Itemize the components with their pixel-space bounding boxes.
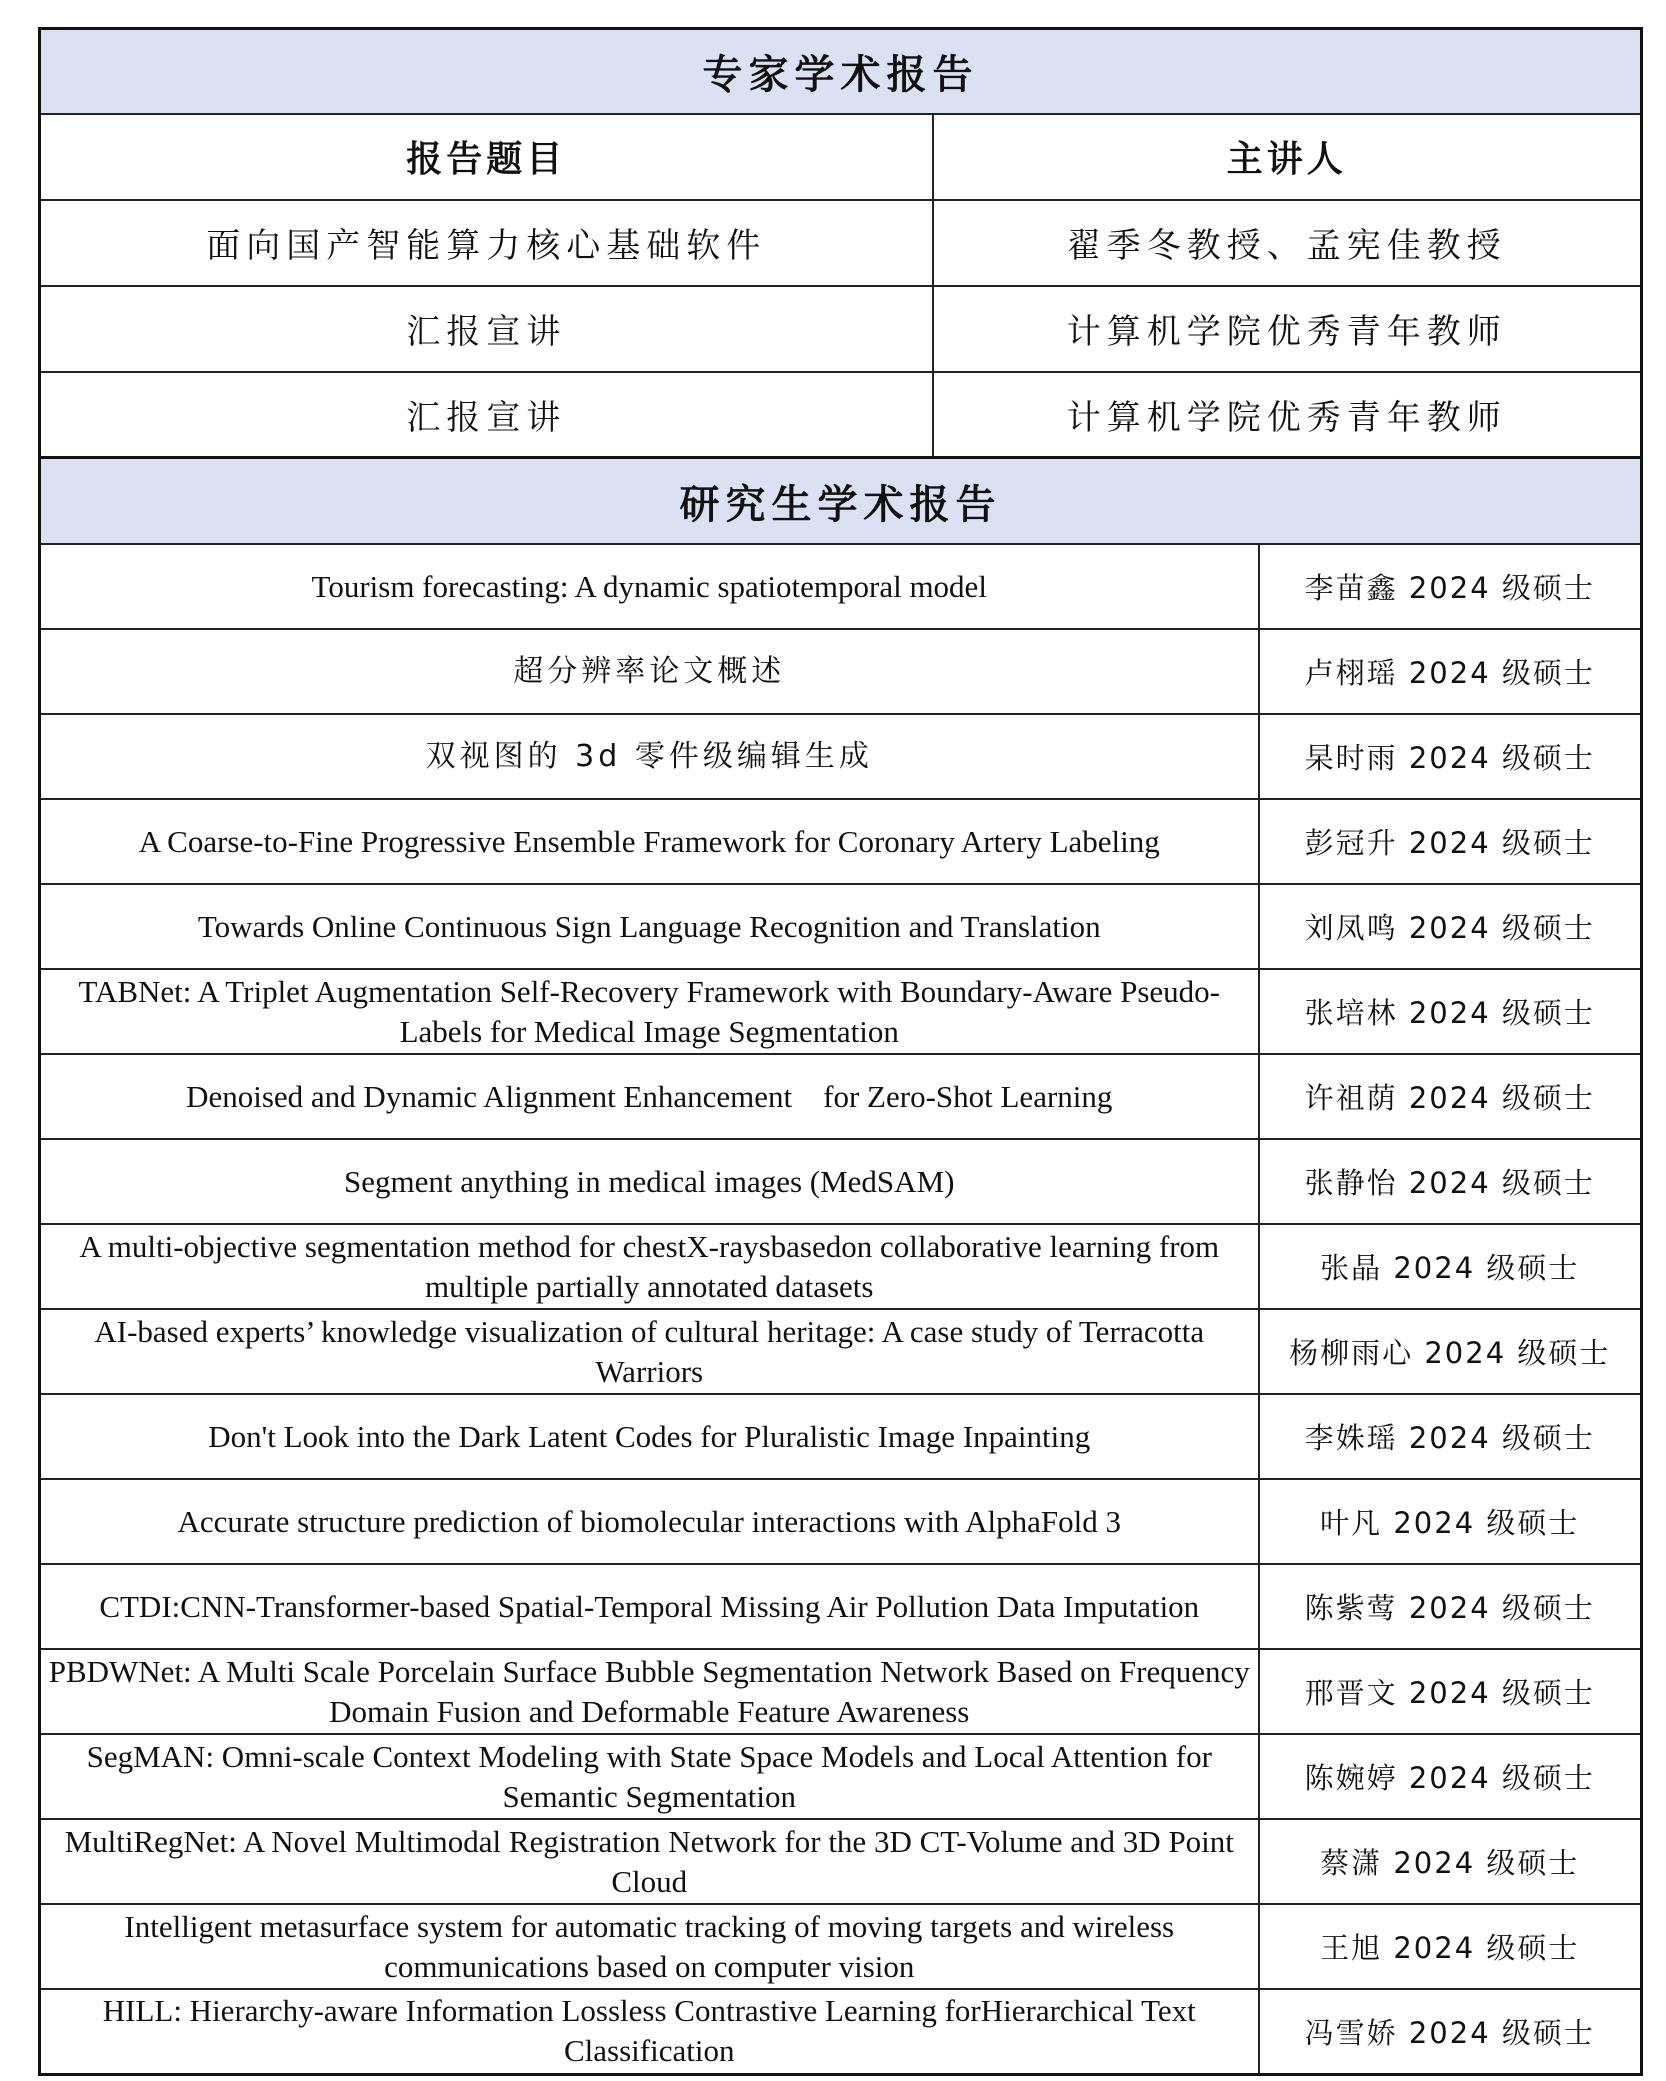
- speaker-cell: 张培林 2024 级硕士: [1259, 969, 1642, 1054]
- speaker-cell: 杲时雨 2024 级硕士: [1259, 714, 1642, 799]
- topic-cell: CTDI:CNN-Transformer-based Spatial-Temporal Missing Air Pollution Data Imputation: [40, 1564, 1259, 1649]
- table-row: [40, 544, 1642, 629]
- speaker-cell: 张静怡 2024 级硕士: [1259, 1139, 1642, 1224]
- topic-cell: Segment anything in medical images (MedSAM): [40, 1139, 1259, 1224]
- speaker-cell: 陈婉婷 2024 级硕士: [1259, 1734, 1642, 1819]
- speaker-cell: 张晶 2024 级硕士: [1259, 1224, 1642, 1309]
- topic-cell: 超分辨率论文概述: [40, 629, 1259, 714]
- table-row: [40, 969, 1642, 1054]
- speaker-cell: 邢晋文 2024 级硕士: [1259, 1649, 1642, 1734]
- graduate-rows: [40, 544, 1642, 2074]
- topic-cell: Intelligent metasurface system for automatic tracking of moving targets and wireless communications based on computer vision: [40, 1904, 1259, 1989]
- topic-cell: AI-based experts’ knowledge visualization of cultural heritage: A case study of Terracotta Warriors: [40, 1309, 1259, 1394]
- topic-cell: Denoised and Dynamic Alignment Enhancement for Zero-Shot Learning: [40, 1054, 1259, 1139]
- speaker-cell: 王旭 2024 级硕士: [1259, 1904, 1642, 1989]
- table-row: [40, 1224, 1642, 1309]
- topic-cell: 汇报宣讲: [40, 286, 933, 372]
- speaker-cell: 李姝瑶 2024 级硕士: [1259, 1394, 1642, 1479]
- topic-cell: MultiRegNet: A Novel Multimodal Registration Network for the 3D CT-Volume and 3D Point Cloud: [40, 1819, 1259, 1904]
- table-row: [40, 1139, 1642, 1224]
- speaker-cell: 李苗鑫 2024 级硕士: [1259, 544, 1642, 629]
- speaker-cell: 叶凡 2024 级硕士: [1259, 1479, 1642, 1564]
- graduate-section-title: 研究生学术报告: [40, 459, 1642, 544]
- speaker-cell: 蔡潇 2024 级硕士: [1259, 1819, 1642, 1904]
- topic-cell: Accurate structure prediction of biomolecular interactions with AlphaFold 3: [40, 1479, 1259, 1564]
- schedule-document: [38, 27, 1640, 2076]
- table-row: [40, 372, 1642, 458]
- speaker-cell: 刘凤鸣 2024 级硕士: [1259, 884, 1642, 969]
- table-row: [40, 1564, 1642, 1649]
- topic-cell: A Coarse-to-Fine Progressive Ensemble Framework for Coronary Artery Labeling: [40, 799, 1259, 884]
- topic-cell: TABNet: A Triplet Augmentation Self-Recovery Framework with Boundary-Aware Pseudo-Labels for Medical Image Segmentation: [40, 969, 1259, 1054]
- topic-cell: 面向国产智能算力核心基础软件: [40, 200, 933, 286]
- table-row: [40, 714, 1642, 799]
- table-row: [40, 200, 1642, 286]
- speaker-cell: 许祖荫 2024 级硕士: [1259, 1054, 1642, 1139]
- table-row: [40, 884, 1642, 969]
- column-header-speaker: 主讲人: [933, 114, 1642, 200]
- graduate-table: [38, 459, 1643, 2076]
- table-row: [40, 1394, 1642, 1479]
- table-row: [40, 1819, 1642, 1904]
- table-row: [40, 1479, 1642, 1564]
- graduate-section-header: [40, 459, 1642, 544]
- table-row: [40, 799, 1642, 884]
- speaker-cell: 陈紫莺 2024 级硕士: [1259, 1564, 1642, 1649]
- table-row: [40, 286, 1642, 372]
- topic-cell: SegMAN: Omni-scale Context Modeling with State Space Models and Local Attention for Semantic Segmentation: [40, 1734, 1259, 1819]
- column-header-topic: 报告题目: [40, 114, 933, 200]
- speaker-cell: 卢栩瑶 2024 级硕士: [1259, 629, 1642, 714]
- speaker-cell: 彭冠升 2024 级硕士: [1259, 799, 1642, 884]
- table-row: [40, 629, 1642, 714]
- table-row: [40, 1649, 1642, 1734]
- speaker-cell: 计算机学院优秀青年教师: [933, 372, 1642, 458]
- topic-cell: Tourism forecasting: A dynamic spatiotemporal model: [40, 544, 1259, 629]
- topic-cell: A multi-objective segmentation method for chestX-raysbasedon collaborative learning from multiple partially annotated datasets: [40, 1224, 1259, 1309]
- table-row: [40, 1734, 1642, 1819]
- expert-section-title: 专家学术报告: [40, 29, 1642, 114]
- topic-cell: Towards Online Continuous Sign Language Recognition and Translation: [40, 884, 1259, 969]
- topic-cell: 汇报宣讲: [40, 372, 933, 458]
- speaker-cell: 冯雪娇 2024 级硕士: [1259, 1989, 1642, 2074]
- expert-table: [38, 27, 1643, 459]
- table-row: [40, 1054, 1642, 1139]
- topic-cell: 双视图的 3d 零件级编辑生成: [40, 714, 1259, 799]
- table-row: [40, 1904, 1642, 1989]
- speaker-cell: 杨柳雨心 2024 级硕士: [1259, 1309, 1642, 1394]
- table-row: [40, 1989, 1642, 2074]
- table-row: [40, 1309, 1642, 1394]
- topic-cell: Don't Look into the Dark Latent Codes for Pluralistic Image Inpainting: [40, 1394, 1259, 1479]
- speaker-cell: 计算机学院优秀青年教师: [933, 286, 1642, 372]
- topic-cell: PBDWNet: A Multi Scale Porcelain Surface Bubble Segmentation Network Based on Frequency Domain Fusion and Deformable Feature Awareness: [40, 1649, 1259, 1734]
- speaker-cell: 翟季冬教授、孟宪佳教授: [933, 200, 1642, 286]
- expert-section-header: [40, 29, 1642, 114]
- topic-cell: HILL: Hierarchy-aware Information Lossless Contrastive Learning forHierarchical Text Classification: [40, 1989, 1259, 2074]
- column-header-row: [40, 114, 1642, 200]
